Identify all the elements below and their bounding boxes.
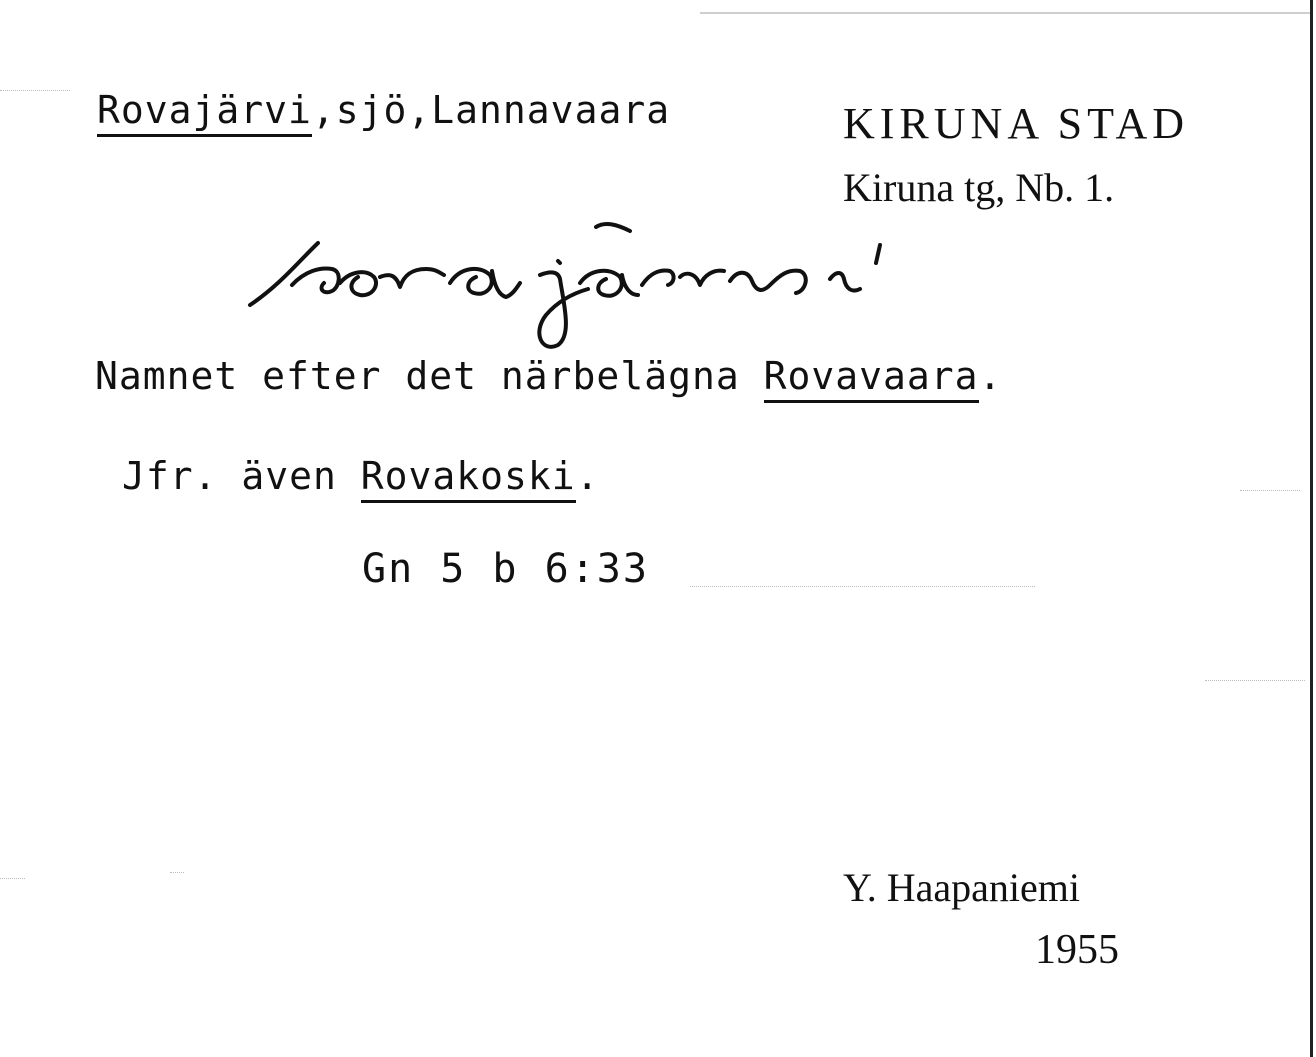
guide-line [0, 878, 25, 879]
reference-name-rovakoski: Rovakoski [361, 454, 576, 503]
headword: Rovajärvi [97, 88, 312, 137]
year: 1955 [1035, 927, 1119, 973]
handwritten-name [240, 205, 940, 355]
note-line-1-end: . [978, 354, 1003, 398]
headword-locality: Lannavaara [431, 88, 671, 132]
card-right-edge [1310, 0, 1313, 1057]
guide-line [1240, 490, 1300, 491]
municipality: KIRUNA STAD [843, 99, 1190, 148]
note-line-1-text: Namnet efter det närbelägna [95, 354, 764, 398]
note-line-2-text: Jfr. även [122, 454, 361, 498]
reference-name-rovavaara: Rovavaara [764, 354, 979, 403]
note-line-1 [95, 354, 1002, 398]
note-line-2-end: . [575, 454, 600, 498]
guide-line [1205, 680, 1305, 681]
note-line-2 [122, 454, 600, 498]
author: Y. Haapaniemi [843, 865, 1080, 910]
card-top-edge [700, 12, 1310, 14]
guide-line [170, 872, 184, 873]
district: Kiruna tg, Nb. 1. [843, 165, 1115, 210]
archive-reference: Gn 5 b 6:33 [362, 546, 649, 592]
guide-line [0, 90, 70, 91]
guide-line [690, 586, 1035, 587]
headword-type: ,sjö, [311, 88, 432, 132]
headword-line [97, 88, 670, 132]
